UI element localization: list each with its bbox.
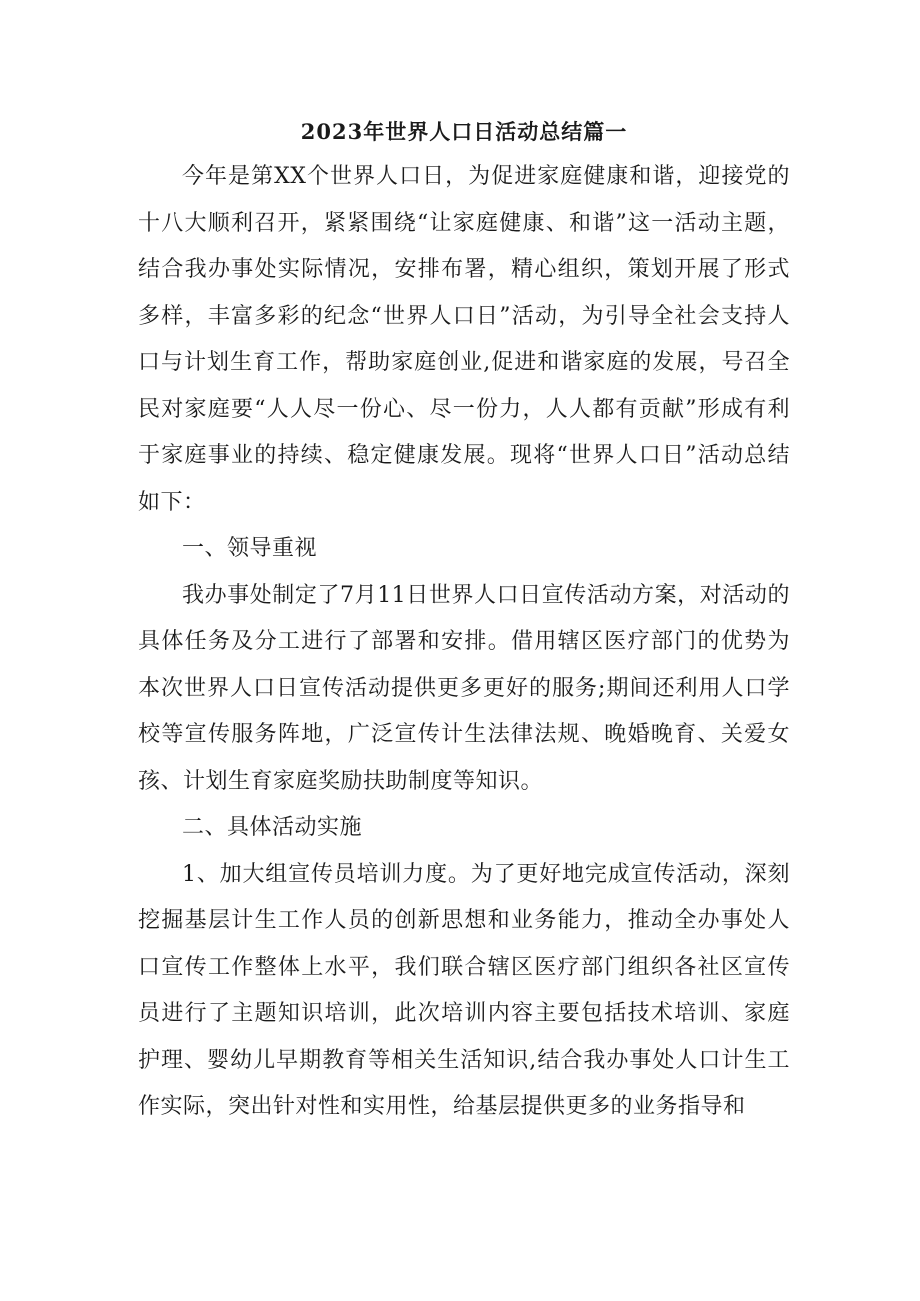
section-heading-leadership: 一、领导重视 — [182, 536, 318, 561]
intro-paragraph: 今年是第XX个世界人口日，为促进家庭健康和谐，迎接党的十八大顺利召开，紧紧围绕“让家庭健康、和谐”这一活动主题，结合我办事处实际情况，安排布署，精心组织，策划开展了形式多样，丰富多彩的纪念“世界人口日”活动，为引导全社会支持人口与计划生育工作，帮助家庭创业,促进和谐家庭的发展，号召全民对家庭要“人人尽一份心、尽一份力，人人都有贡献”形成有利于家庭事业的持续、稳定健康发展。现将“世界人口日”活动总结如下： — [138, 164, 790, 515]
section-body-activities-item1: 1、加大组宣传员培训力度。为了更好地完成宣传活动，深刻挖掘基层计生工作人员的创新思想和业务能力，推动全办事处人口宣传工作整体上水平，我们联合辖区医疗部门组织各社区宣传员进行了主题知识培训，此次培训内容主要包括技术培训、家庭护理、婴幼儿早期教育等相关生活知识,结合我办事处人口计生工作实际，突出针对性和实用性，给基层提供更多的业务指导和 — [138, 861, 790, 1119]
section-heading-activities: 二、具体活动实施 — [182, 815, 363, 840]
document-title: 2023年世界人口日活动总结篇一 — [300, 119, 628, 144]
document-page — [138, 110, 790, 1131]
section-body-leadership: 我办事处制定了7月11日世界人口日宣传活动方案，对活动的具体任务及分工进行了部署和安排。借用辖区医疗部门的优势为本次世界人口日宣传活动提供更多更好的服务;期间还利用人口学校等宣传服务阵地，广泛宣传计生法律法规、晚婚晚育、关爱女孩、计划生育家庭奖励扶助制度等知识。 — [138, 582, 790, 794]
